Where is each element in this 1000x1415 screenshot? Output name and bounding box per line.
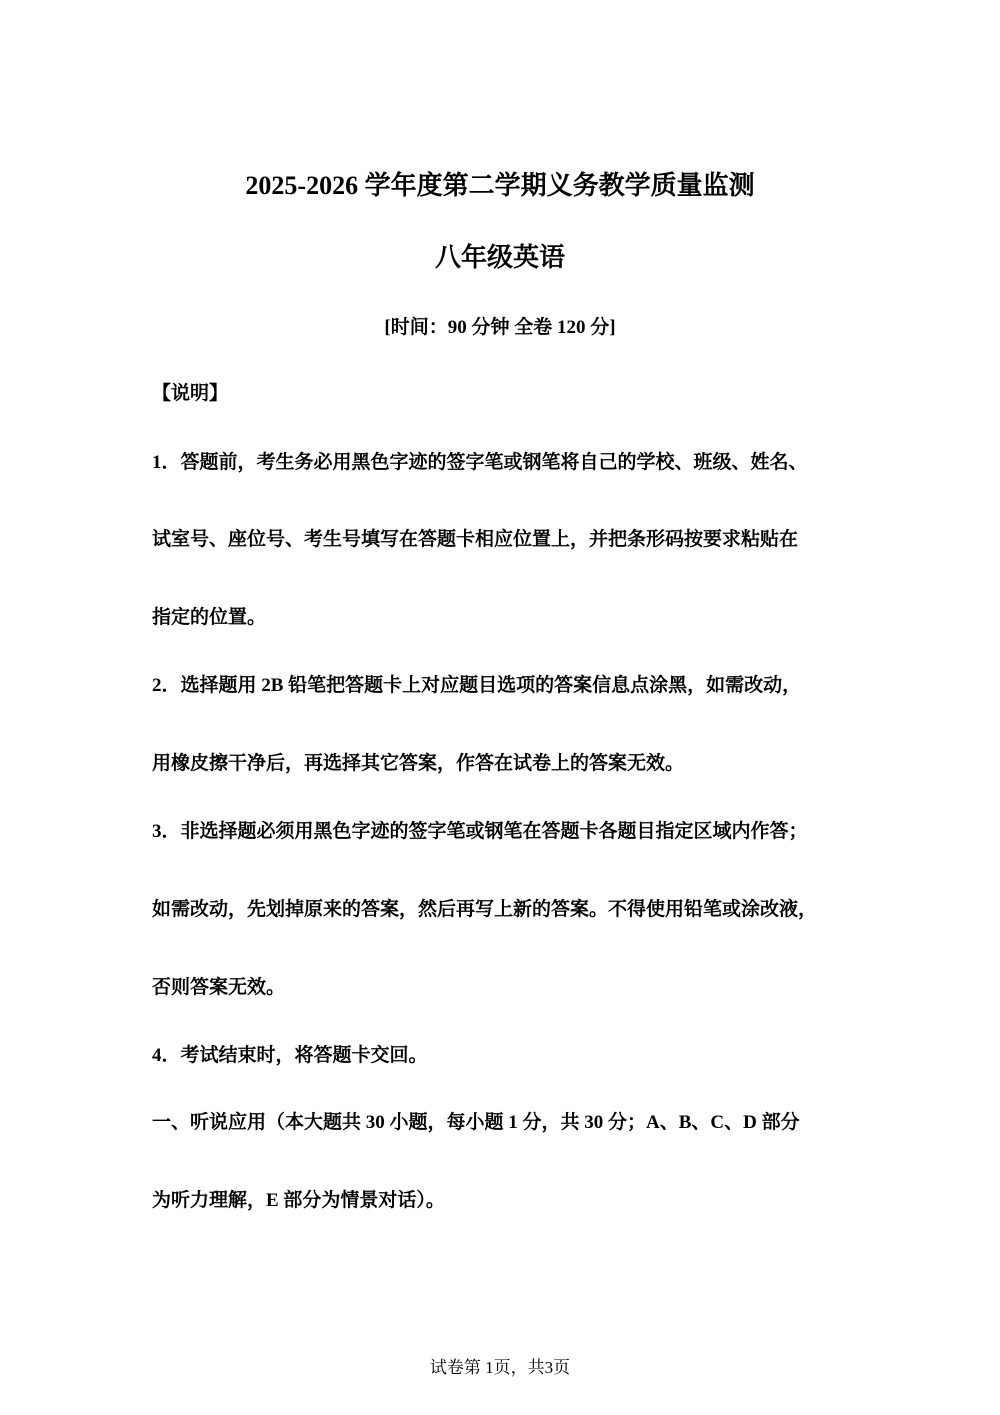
- instruction-line: 试室号、座位号、考生号填写在答题卡相应位置上，并把条形码按要求粘贴在: [152, 529, 799, 550]
- instruction-line: 用橡皮擦干净后，再选择其它答案，作答在试卷上的答案无效。: [152, 753, 685, 774]
- instruction-line: 1．答题前，考生务必用黑色字迹的签字笔或钢笔将自己的学校、班级、姓名、: [152, 452, 808, 473]
- instruction-line: 否则答案无效。: [152, 977, 286, 998]
- instruction-line: 如需改动，先划掉原来的答案，然后再写上新的答案。不得使用铅笔或涂改液，: [152, 899, 818, 920]
- exam-subject: 八年级英语: [434, 243, 565, 272]
- exam-time-info: [时间：90 分钟 全卷 120 分]: [384, 317, 616, 338]
- instruction-line: 4．考试结束时，将答题卡交回。: [152, 1045, 428, 1066]
- section-one-heading-continued: 为听力理解，E 部分为情景对话）。: [152, 1190, 445, 1211]
- page-number: 试卷第 1页，共3页: [429, 1358, 571, 1377]
- instruction-line: 3．非选择题必须用黑色字迹的签字笔或钢笔在答题卡各题目指定区域内作答；: [152, 821, 808, 842]
- instruction-line: 指定的位置。: [152, 607, 267, 628]
- section-one-heading: 一、听说应用（本大题共 30 小题，每小题 1 分，共 30 分；A、B、C、D 部分: [152, 1112, 800, 1133]
- instruction-line: 2．选择题用 2B 铅笔把答题卡上对应题目选项的答案信息点涂黑，如需改动，: [152, 675, 802, 696]
- exam-title: 2025-2026 学年度第二学期义务教学质量监测: [245, 171, 755, 200]
- instructions-heading: 【说明】: [152, 383, 229, 404]
